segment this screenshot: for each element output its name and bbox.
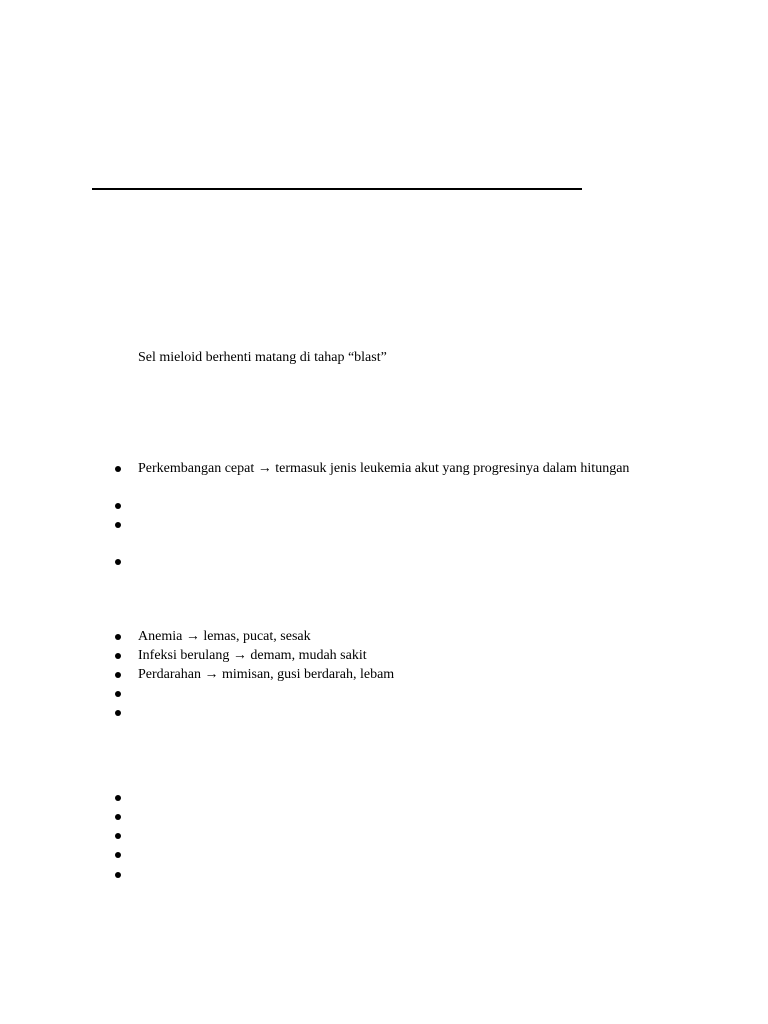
bullet-icon xyxy=(115,710,121,716)
bullet-icon xyxy=(115,691,121,697)
list-item-text: Anemia → lemas, pucat, sesak xyxy=(138,629,311,644)
bullet-icon xyxy=(115,559,121,565)
bullet-icon xyxy=(115,872,121,878)
bullet-icon xyxy=(115,795,121,801)
bullet-icon xyxy=(115,634,121,640)
horizontal-rule xyxy=(92,188,582,190)
intro-paragraph: Sel mieloid berhenti matang di tahap “blast” xyxy=(138,350,387,365)
bullet-icon xyxy=(115,653,121,659)
bullet-icon xyxy=(115,466,121,472)
bullet-icon xyxy=(115,852,121,858)
bullet-icon xyxy=(115,814,121,820)
bullet-icon xyxy=(115,672,121,678)
bullet-icon xyxy=(115,833,121,839)
bullet-icon xyxy=(115,503,121,509)
list-item-text: Perdarahan → mimisan, gusi berdarah, lebam xyxy=(138,667,395,682)
bullet-icon xyxy=(115,522,121,528)
list-item-text: Infeksi berulang → demam, mudah sakit xyxy=(138,648,367,663)
list-item-text: Perkembangan cepat → termasuk jenis leukemia akut yang progresinya dalam hitungan xyxy=(138,461,630,476)
